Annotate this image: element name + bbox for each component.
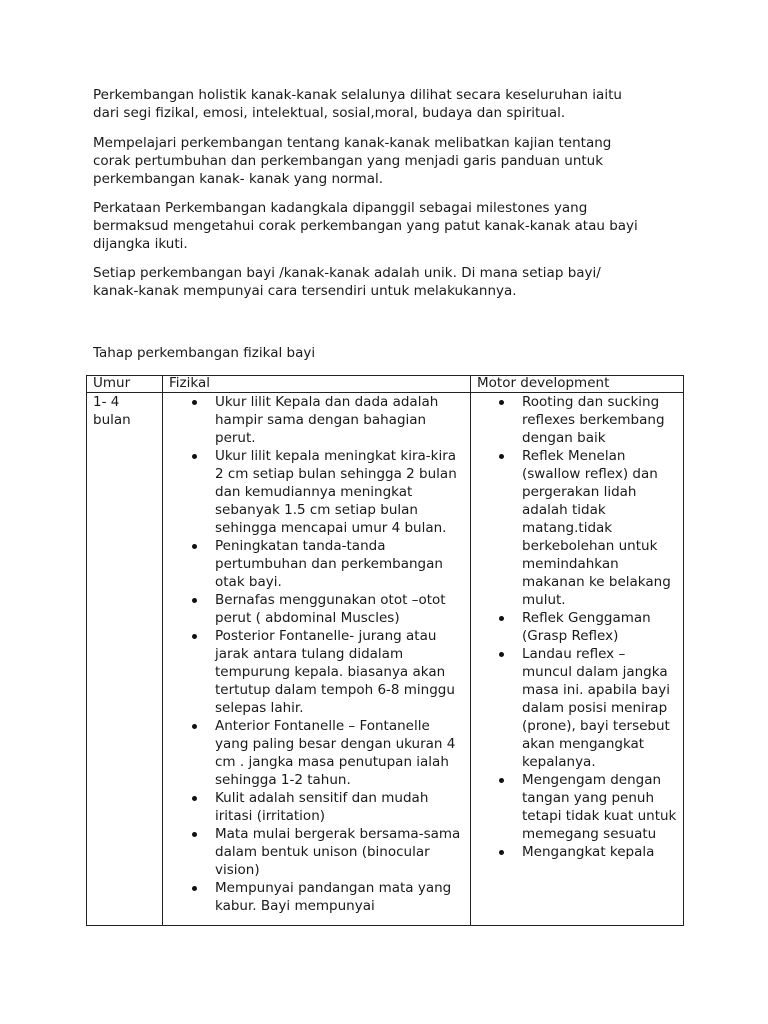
motor-cell (471, 393, 684, 926)
list-item (215, 717, 464, 789)
motor-cell-content (477, 393, 677, 925)
list-item (215, 447, 464, 537)
physical-cell-content (169, 393, 464, 925)
paragraph-studying-development: Mempelajari perkembangan tentang kanak-kanak melibatkan kajian tentang corak pertumbuhan dan perkembangan yang menjadi garis panduan untuk perkembangan kanak- kanak yang normal. (93, 135, 612, 187)
header-physical: Fizikal (163, 376, 471, 393)
physical-cell (163, 393, 471, 926)
list-item (215, 537, 464, 591)
table-row (87, 393, 684, 926)
bullet-icon (192, 634, 197, 639)
list-item-text: Landau reflex – muncul dalam jangka masa ini. apabila bayi dalam posisi menirap (prone), bayi tersebut akan mengangkat kepalanya. (522, 646, 670, 770)
age-cell: 1- 4 bulan (87, 393, 163, 926)
motor-bullet-list (477, 393, 677, 861)
list-item (215, 825, 464, 879)
paragraph-holistic-development: Perkembangan holistik kanak-kanak selalunya dilihat secara keseluruhan iaitu dari segi fizikal, emosi, intelektual, sosial,moral, budaya dan spiritual. (93, 87, 622, 121)
list-item-text: Mempunyai pandangan mata yang kabur. Bayi mempunyai (215, 880, 452, 914)
list-item-text: Rooting dan sucking reflexes berkembang dengan baik (522, 394, 665, 446)
list-item (522, 447, 677, 609)
bullet-icon (192, 796, 197, 801)
list-item (522, 609, 677, 645)
bullet-icon (192, 886, 197, 891)
bullet-icon (192, 544, 197, 549)
bullet-icon (192, 832, 197, 837)
list-item-text: Reflek Genggaman (Grasp Reflex) (522, 610, 651, 644)
bullet-icon (499, 454, 504, 459)
list-item-text: Anterior Fontanelle – Fontanelle yang paling besar dengan ukuran 4 cm . jangka masa penutupan ialah sehingga 1-2 tahun. (215, 718, 456, 788)
list-item-text: Peningkatan tanda-tanda pertumbuhan dan perkembangan otak bayi. (215, 538, 443, 590)
list-item (215, 393, 464, 447)
bullet-icon (499, 850, 504, 855)
paragraph-milestones: Perkataan Perkembangan kadangkala dipanggil sebagai milestones yang bermaksud mengetahui corak perkembangan yang patut kanak-kanak atau bayi dijangka ikuti. (93, 200, 638, 252)
list-item (215, 591, 464, 627)
development-table (86, 375, 684, 926)
list-item-text: Mengengam dengan tangan yang penuh tetapi tidak kuat untuk memegang sesuatu (522, 772, 677, 842)
list-item-text: Bernafas menggunakan otot –otot perut ( abdominal Muscles) (215, 592, 446, 626)
list-item (215, 789, 464, 825)
bullet-icon (499, 400, 504, 405)
bullet-icon (499, 652, 504, 657)
bullet-icon (499, 778, 504, 783)
list-item (522, 843, 677, 861)
bullet-icon (192, 724, 197, 729)
list-item-text: Reflek Menelan (swallow reflex) dan pergerakan lidah adalah tidak matang.tidak berkebolehan untuk memindahkan makanan ke belakang mulut. (522, 448, 671, 608)
list-item-text: Mengangkat kepala (522, 844, 655, 860)
header-age: Umur (87, 376, 163, 393)
bullet-icon (192, 454, 197, 459)
physical-bullet-list (169, 393, 464, 915)
bullet-icon (192, 598, 197, 603)
list-item-text: Kulit adalah sensitif dan mudah iritasi (irritation) (215, 790, 429, 824)
table-title: Tahap perkembangan fizikal bayi (93, 345, 316, 361)
bullet-icon (192, 400, 197, 405)
table-header-row (87, 376, 684, 393)
list-item-text: Ukur lilit kepala meningkat kira-kira 2 cm setiap bulan sehingga 2 bulan dan kemudiannya meningkat sebanyak 1.5 cm setiap bulan sehingga mencapai umur 4 bulan. (215, 448, 457, 536)
list-item (522, 771, 677, 843)
list-item (522, 645, 677, 771)
list-item-text: Posterior Fontanelle- jurang atau jarak antara tulang didalam tempurung kepala. biasanya akan tertutup dalam tempoh 6-8 minggu selepas lahir. (215, 628, 455, 716)
bullet-icon (499, 616, 504, 621)
list-item (522, 393, 677, 447)
list-item-text: Ukur lilit Kepala dan dada adalah hampir sama dengan bahagian perut. (215, 394, 439, 446)
list-item-text: Mata mulai bergerak bersama-sama dalam bentuk unison (binocular vision) (215, 826, 461, 878)
list-item (215, 627, 464, 717)
paragraph-unique-development: Setiap perkembangan bayi /kanak-kanak adalah unik. Di mana setiap bayi/ kanak-kanak mempunyai cara tersendiri untuk melakukannya. (93, 265, 601, 299)
list-item (215, 879, 464, 915)
header-motor-development: Motor development (471, 376, 684, 393)
